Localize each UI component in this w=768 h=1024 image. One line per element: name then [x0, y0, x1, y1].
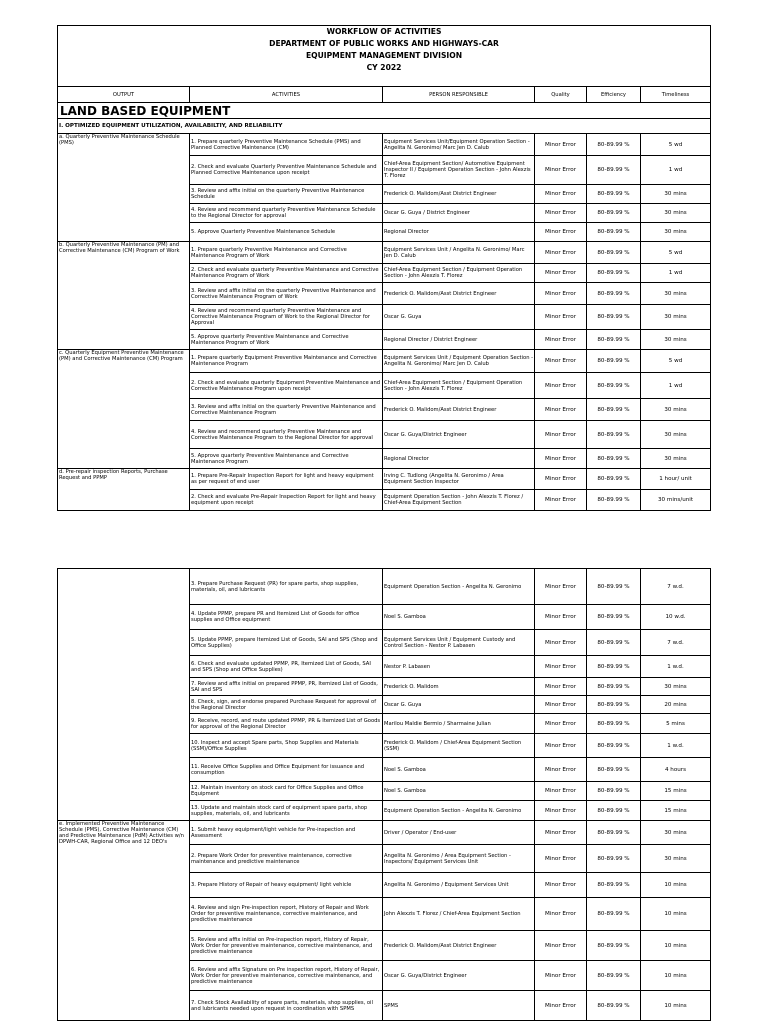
- person-cell: Equipment Operation Section - Angelita N. Geronimo: [383, 569, 535, 605]
- person-cell: Chief-Area Equipment Section / Equipment Operation Section - John Alexzis T. Florez: [383, 264, 535, 283]
- timeliness-cell: 30 mins: [641, 283, 711, 305]
- header-efficiency: Efficiency: [587, 87, 641, 103]
- person-cell: Equipment Operation Section - Angelita N. Geronimo: [383, 801, 535, 821]
- efficiency-cell: 80-89.99 %: [587, 330, 641, 350]
- quality-cell: Minor Error: [535, 421, 587, 449]
- efficiency-cell: 80-89.99 %: [587, 490, 641, 511]
- output-cell: a. Quarterly Preventive Maintenance Schedule (PMS): [58, 134, 190, 242]
- person-cell: Frederick O. Malidom / Chief-Area Equipment Section (SSM): [383, 734, 535, 758]
- activity-cell: 4. Review and sign Pre-inspection report, History of Repair and Work Order for preventive maintenance, corrective maintenance, and predictive maintenance: [190, 898, 383, 931]
- efficiency-cell: 80-89.99 %: [587, 242, 641, 264]
- efficiency-cell: 80-89.99 %: [587, 134, 641, 156]
- quality-cell: Minor Error: [535, 264, 587, 283]
- timeliness-cell: 30 mins: [641, 399, 711, 421]
- activity-cell: 5. Approve Quarterly Preventive Maintenance Schedule: [190, 223, 383, 242]
- efficiency-cell: 80-89.99 %: [587, 782, 641, 801]
- activity-cell: 13. Update and maintain stock card of equipment spare parts, shop supplies, materials, oil, and lubricants: [190, 801, 383, 821]
- person-cell: Oscar G. Guya / District Engineer: [383, 204, 535, 223]
- efficiency-cell: 80-89.99 %: [587, 264, 641, 283]
- timeliness-cell: 20 mins: [641, 696, 711, 714]
- title-line: EQUIPMENT MANAGEMENT DIVISION: [305, 51, 463, 60]
- timeliness-cell: 30 mins: [641, 223, 711, 242]
- timeliness-cell: 4 hours: [641, 758, 711, 782]
- timeliness-cell: 10 mins: [641, 873, 711, 898]
- timeliness-cell: 5 wd: [641, 242, 711, 264]
- person-cell: Driver / Operator / End-user: [383, 821, 535, 845]
- quality-cell: Minor Error: [535, 449, 587, 469]
- timeliness-cell: 10 mins: [641, 898, 711, 931]
- timeliness-cell: 30 mins: [641, 845, 711, 873]
- activity-cell: 3. Review and affix initial on the quarterly Preventive Maintenance Schedule: [190, 185, 383, 204]
- timeliness-cell: 1 w.d.: [641, 734, 711, 758]
- activity-cell: 6. Review and affix Signature on Pre inspection report, History of Repair, Work Order for preventive maintenance, corrective maintenance, and predictive maintenance: [190, 961, 383, 991]
- person-cell: Equipment Services Unit/Equipment Operation Section - Angelita N. Geronimo/ Marc Jen D. Calub: [383, 134, 535, 156]
- output-cell: d. Pre-repair inspection Reports, Purchase Request and PPMP: [58, 469, 190, 511]
- quality-cell: Minor Error: [535, 630, 587, 656]
- activity-cell: 8. Check, sign, and endorse prepared Purchase Request for approval of the Regional Director: [190, 696, 383, 714]
- quality-cell: Minor Error: [535, 350, 587, 373]
- quality-cell: Minor Error: [535, 569, 587, 605]
- activity-cell: 12. Maintain inventory on stock card for Office Supplies and Office Equipment: [190, 782, 383, 801]
- person-cell: Regional Director: [383, 449, 535, 469]
- quality-cell: Minor Error: [535, 469, 587, 490]
- person-cell: Noel S. Gamboa: [383, 605, 535, 630]
- quality-cell: Minor Error: [535, 605, 587, 630]
- activity-cell: 7. Review and affix initial on prepared PPMP, PR, Itemized List of Goods, SAI and SPS: [190, 678, 383, 696]
- timeliness-cell: 30 mins: [641, 421, 711, 449]
- subsection-title: I. OPTIMIZED EQUIPMENT UTILIZATION, AVAILABILTIY, AND RELIABILITY: [58, 119, 711, 134]
- efficiency-cell: 80-89.99 %: [587, 223, 641, 242]
- title-line: DEPARTMENT OF PUBLIC WORKS AND HIGHWAYS-CAR: [269, 39, 499, 48]
- quality-cell: Minor Error: [535, 734, 587, 758]
- person-cell: Frederick O. Malidom: [383, 678, 535, 696]
- activity-cell: 1. Prepare quarterly Equipment Preventive Maintenance and Corrective Maintenance Program: [190, 350, 383, 373]
- quality-cell: Minor Error: [535, 873, 587, 898]
- person-cell: Equipment Services Unit / Equipment Operation Section - Angelita N. Geronimo/ Marc Jen D. Calub: [383, 350, 535, 373]
- activity-cell: 2. Check and evaluate Pre-Repair Inspection Report for light and heavy equipment upon receipt: [190, 490, 383, 511]
- quality-cell: Minor Error: [535, 242, 587, 264]
- quality-cell: Minor Error: [535, 678, 587, 696]
- person-cell: Chief-Area Equipment Section/ Automotive Equipment Inspector II / Equipment Operation Section - John Alexzis T. Florez: [383, 156, 535, 185]
- table-row: [58, 469, 711, 490]
- title-line: CY 2022: [366, 63, 402, 72]
- activity-cell: 3. Prepare History of Repair of heavy equipment/ light vehicle: [190, 873, 383, 898]
- person-cell: Angelita N. Geronimo / Area Equipment Section - Inspectors/ Equipment Services Unit: [383, 845, 535, 873]
- efficiency-cell: 80-89.99 %: [587, 898, 641, 931]
- efficiency-cell: 80-89.99 %: [587, 714, 641, 734]
- efficiency-cell: 80-89.99 %: [587, 185, 641, 204]
- efficiency-cell: 80-89.99 %: [587, 569, 641, 605]
- timeliness-cell: 10 mins: [641, 961, 711, 991]
- activity-cell: 2. Check and evaluate quarterly Preventive Maintenance and Corrective Maintenance Program of Work: [190, 264, 383, 283]
- efficiency-cell: 80-89.99 %: [587, 156, 641, 185]
- timeliness-cell: 30 mins: [641, 185, 711, 204]
- activity-cell: 2. Check and evaluate Quarterly Preventive Maintenance Schedule and Planned Corrective Maintenance upon receipt: [190, 156, 383, 185]
- efficiency-cell: 80-89.99 %: [587, 449, 641, 469]
- activity-cell: 5. Update PPMP, prepare Itemized List of Goods, SAI and SPS (Shop and Office Supplies): [190, 630, 383, 656]
- efficiency-cell: 80-89.99 %: [587, 605, 641, 630]
- quality-cell: Minor Error: [535, 898, 587, 931]
- timeliness-cell: 1 w.d.: [641, 656, 711, 678]
- activity-cell: 2. Prepare Work Order for preventive maintenance, corrective maintenance and predictive maintenance: [190, 845, 383, 873]
- person-cell: Frederick O. Malidom/Asst District Engineer: [383, 931, 535, 961]
- output-cell: e. Implemented Preventive Maintenance Schedule (PMS), Corrective Maintenance (CM) and Predictive Maintenance (PdM) Activities w/n DPWH-CAR, Regional Office and 12 DEO's: [58, 821, 190, 1021]
- timeliness-cell: 5 wd: [641, 134, 711, 156]
- quality-cell: Minor Error: [535, 758, 587, 782]
- quality-cell: Minor Error: [535, 373, 587, 399]
- quality-cell: Minor Error: [535, 490, 587, 511]
- activity-cell: 9. Receive, record, and route updated PPMP, PR & Itemized List of Goods for approval of the Regional Director: [190, 714, 383, 734]
- table-row: [58, 350, 711, 373]
- timeliness-cell: 5 wd: [641, 350, 711, 373]
- activity-cell: 5. Approve quarterly Preventive Maintenance and Corrective Maintenance Program of Work: [190, 330, 383, 350]
- quality-cell: Minor Error: [535, 185, 587, 204]
- activity-cell: 5. Review and affix initial on Pre-inspection report, History of Repair, Work Order for preventive maintenance, corrective maintenance, and predictive maintenance: [190, 931, 383, 961]
- quality-cell: Minor Error: [535, 696, 587, 714]
- person-cell: Equipment Services Unit / Equipment Custody and Control Section - Nestor P. Labasen: [383, 630, 535, 656]
- table-row: [58, 821, 711, 845]
- person-cell: Oscar G. Guya/District Engineer: [383, 421, 535, 449]
- quality-cell: Minor Error: [535, 961, 587, 991]
- person-cell: Noel S. Gamboa: [383, 758, 535, 782]
- activity-cell: 1. Prepare Pre-Repair Inspection Report for light and heavy equipment as per request of end user: [190, 469, 383, 490]
- efficiency-cell: 80-89.99 %: [587, 469, 641, 490]
- activity-cell: 10. Inspect and accept Spare parts, Shop Supplies and Materials (SSM)/Office Supplies: [190, 734, 383, 758]
- activity-cell: 2. Check and evaluate quarterly Equipment Preventive Maintenance and Corrective Maintenance Program upon receipt: [190, 373, 383, 399]
- person-cell: Oscar G. Guya: [383, 696, 535, 714]
- header-quality: Quality: [535, 87, 587, 103]
- activity-cell: 4. Review and recommend quarterly Preventive Maintenance and Corrective Maintenance Program of Work to the Regional Director for Approval: [190, 305, 383, 330]
- timeliness-cell: 15 mins: [641, 782, 711, 801]
- efficiency-cell: 80-89.99 %: [587, 399, 641, 421]
- timeliness-cell: 10 mins: [641, 991, 711, 1021]
- person-cell: Equipment Services Unit / Angelita N. Geronimo/ Marc Jen D. Calub: [383, 242, 535, 264]
- timeliness-cell: 15 mins: [641, 801, 711, 821]
- person-cell: Nestor P. Labasen: [383, 656, 535, 678]
- activity-cell: 4. Update PPMP, prepare PR and Itemized List of Goods for office supplies and Office equipment: [190, 605, 383, 630]
- timeliness-cell: 7 w.d.: [641, 630, 711, 656]
- efficiency-cell: 80-89.99 %: [587, 931, 641, 961]
- person-cell: Equipment Operation Section - John Alexzis T. Florez / Chief-Area Equipment Section: [383, 490, 535, 511]
- efficiency-cell: 80-89.99 %: [587, 678, 641, 696]
- person-cell: Irving C. Tudlong (Angelita N. Geronimo / Area Equipment Section Inspector: [383, 469, 535, 490]
- quality-cell: Minor Error: [535, 821, 587, 845]
- efficiency-cell: 80-89.99 %: [587, 204, 641, 223]
- quality-cell: Minor Error: [535, 801, 587, 821]
- quality-cell: Minor Error: [535, 134, 587, 156]
- efficiency-cell: 80-89.99 %: [587, 656, 641, 678]
- header-row: [58, 87, 711, 103]
- timeliness-cell: 10 mins: [641, 931, 711, 961]
- efficiency-cell: 80-89.99 %: [587, 373, 641, 399]
- efficiency-cell: 80-89.99 %: [587, 734, 641, 758]
- timeliness-cell: 1 wd: [641, 264, 711, 283]
- efficiency-cell: 80-89.99 %: [587, 758, 641, 782]
- table-row: [58, 134, 711, 156]
- person-cell: Marilou Maldie Bermio / Sharmaine Julian: [383, 714, 535, 734]
- quality-cell: Minor Error: [535, 399, 587, 421]
- document-title: [58, 26, 711, 87]
- person-cell: Oscar G. Guya: [383, 305, 535, 330]
- table-row: [58, 569, 711, 605]
- table-row: [58, 242, 711, 264]
- activity-cell: 7. Check Stock Availability of spare parts, materials, shop supplies, oil and lubricants needed upon request in coordination with SPMS: [190, 991, 383, 1021]
- efficiency-cell: 80-89.99 %: [587, 305, 641, 330]
- output-cell: b. Quarterly Preventive Maintenance (PM) and Corrective Maintenance (CM) Program of Work: [58, 242, 190, 350]
- header-activities: ACTIVITIES: [190, 87, 383, 103]
- timeliness-cell: 30 mins: [641, 678, 711, 696]
- activity-cell: 5. Approve quarterly Preventive Maintenance and Corrective Maintenance Program: [190, 449, 383, 469]
- efficiency-cell: 80-89.99 %: [587, 801, 641, 821]
- header-output: OUTPUT: [58, 87, 190, 103]
- activity-cell: 3. Prepare Purchase Request (PR) for spare parts, shop supplies, materials, oil, and lubricants: [190, 569, 383, 605]
- person-cell: John Alexzis T. Florez / Chief-Area Equipment Section: [383, 898, 535, 931]
- person-cell: SPMS: [383, 991, 535, 1021]
- timeliness-cell: 30 mins: [641, 305, 711, 330]
- timeliness-cell: 30 mins: [641, 449, 711, 469]
- activity-cell: 1. Submit heavy equipment/light vehicle for Pre-inspection and Assessment: [190, 821, 383, 845]
- header-timeliness: Timeliness: [641, 87, 711, 103]
- efficiency-cell: 80-89.99 %: [587, 821, 641, 845]
- timeliness-cell: 7 w.d.: [641, 569, 711, 605]
- quality-cell: Minor Error: [535, 330, 587, 350]
- timeliness-cell: 1 hour/ unit: [641, 469, 711, 490]
- quality-cell: Minor Error: [535, 283, 587, 305]
- person-cell: Frederick O. Malidom/Asst District Engineer: [383, 185, 535, 204]
- activity-cell: 1. Prepare quarterly Preventive Maintenance and Corrective Maintenance Program of Work: [190, 242, 383, 264]
- output-cell: [58, 569, 190, 821]
- output-cell: c. Quarterly Equipment Preventive Maintenance (PM) and Corrective Maintenance (CM) Program: [58, 350, 190, 469]
- quality-cell: Minor Error: [535, 204, 587, 223]
- efficiency-cell: 80-89.99 %: [587, 421, 641, 449]
- activity-cell: 11. Receive Office Supplies and Office Equipment for issuance and consumption: [190, 758, 383, 782]
- quality-cell: Minor Error: [535, 714, 587, 734]
- activity-cell: 4. Review and recommend quarterly Preventive Maintenance Schedule to the Regional Director for approval: [190, 204, 383, 223]
- quality-cell: Minor Error: [535, 656, 587, 678]
- activity-cell: 1. Prepare quarterly Preventive Maintenance Schedule (PMS) and Planned Corrective Maintenance (CM): [190, 134, 383, 156]
- timeliness-cell: 30 mins/unit: [641, 490, 711, 511]
- timeliness-cell: 30 mins: [641, 330, 711, 350]
- quality-cell: Minor Error: [535, 991, 587, 1021]
- efficiency-cell: 80-89.99 %: [587, 991, 641, 1021]
- efficiency-cell: 80-89.99 %: [587, 283, 641, 305]
- person-cell: Regional Director / District Engineer: [383, 330, 535, 350]
- efficiency-cell: 80-89.99 %: [587, 630, 641, 656]
- quality-cell: Minor Error: [535, 845, 587, 873]
- efficiency-cell: 80-89.99 %: [587, 350, 641, 373]
- timeliness-cell: 30 mins: [641, 204, 711, 223]
- section-title: LAND BASED EQUIPMENT: [58, 103, 711, 119]
- activity-cell: 4. Review and recommend quarterly Preventive Maintenance and Corrective Maintenance Program to the Regional Director for approval: [190, 421, 383, 449]
- person-cell: Angelita N. Geronimo / Equipment Services Unit: [383, 873, 535, 898]
- quality-cell: Minor Error: [535, 931, 587, 961]
- efficiency-cell: 80-89.99 %: [587, 845, 641, 873]
- person-cell: Frederick O. Malidom/Asst District Engineer: [383, 283, 535, 305]
- title-line: WORKFLOW OF ACTIVITIES: [326, 27, 442, 36]
- efficiency-cell: 80-89.99 %: [587, 696, 641, 714]
- workflow-table-page-1: [57, 25, 711, 511]
- efficiency-cell: 80-89.99 %: [587, 961, 641, 991]
- person-cell: Frederick O. Malidom/Asst District Engineer: [383, 399, 535, 421]
- timeliness-cell: 1 wd: [641, 156, 711, 185]
- person-cell: Regional Director: [383, 223, 535, 242]
- header-person: PERSON RESPONSIBLE: [383, 87, 535, 103]
- quality-cell: Minor Error: [535, 305, 587, 330]
- timeliness-cell: 10 w.d.: [641, 605, 711, 630]
- activity-cell: 3. Review and affix initial on the quarterly Preventive Maintenance and Corrective Maintenance Program of Work: [190, 283, 383, 305]
- timeliness-cell: 5 mins: [641, 714, 711, 734]
- quality-cell: Minor Error: [535, 782, 587, 801]
- timeliness-cell: 1 wd: [641, 373, 711, 399]
- person-cell: Noel S. Gamboa: [383, 782, 535, 801]
- person-cell: Oscar G. Guya/District Engineer: [383, 961, 535, 991]
- workflow-table-page-2: [57, 568, 711, 1021]
- person-cell: Chief-Area Equipment Section / Equipment Operation Section - John Alexzis T. Florez: [383, 373, 535, 399]
- quality-cell: Minor Error: [535, 156, 587, 185]
- quality-cell: Minor Error: [535, 223, 587, 242]
- activity-cell: 3. Review and affix initial on the quarterly Preventive Maintenance and Corrective Maintenance Program: [190, 399, 383, 421]
- timeliness-cell: 30 mins: [641, 821, 711, 845]
- activity-cell: 6. Check and evaluate updated PPMP, PR, Itemized List of Goods, SAI and SPS (Shop and Office Supplies): [190, 656, 383, 678]
- efficiency-cell: 80-89.99 %: [587, 873, 641, 898]
